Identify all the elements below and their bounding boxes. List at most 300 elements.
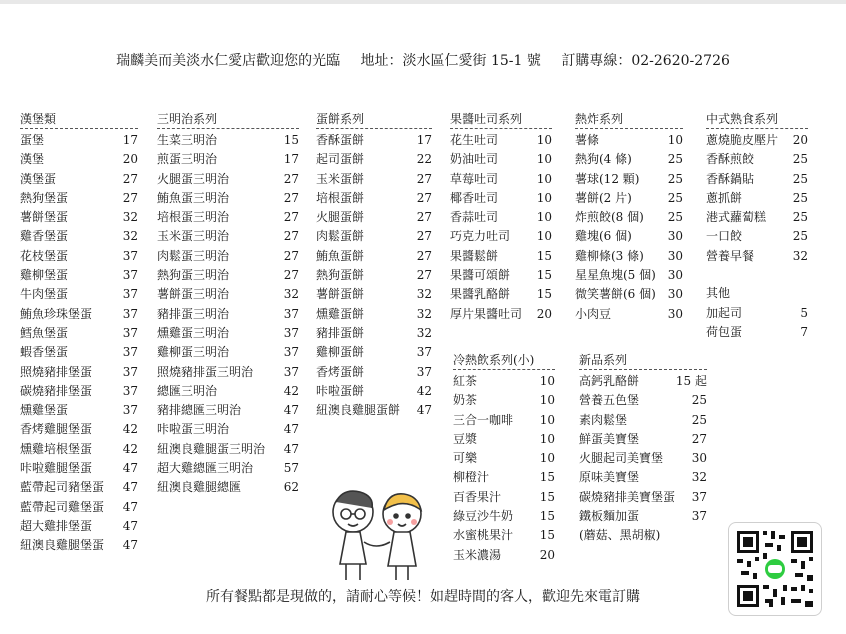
menu-item bbox=[450, 189, 552, 208]
menu-item-name: 三合一咖啡 bbox=[453, 412, 514, 427]
menu-item-price: 27 bbox=[283, 229, 299, 244]
menu-item-name: 香酥蛋餅 bbox=[316, 133, 365, 147]
menu-item-name: 香烤蛋餅 bbox=[316, 364, 365, 379]
menu-item bbox=[316, 343, 432, 362]
menu-item-name: 炸煎餃(8 個) bbox=[575, 210, 644, 225]
menu-item-name: 咔啦雞腿堡蛋 bbox=[20, 461, 93, 476]
section-title: 新品系列 bbox=[579, 351, 707, 370]
section-drinks bbox=[453, 351, 555, 565]
menu-item-price: 30 bbox=[667, 306, 683, 321]
menu-item-price: 25 bbox=[667, 190, 683, 205]
menu-item-price: 47 bbox=[122, 518, 138, 533]
menu-item-name: 火腿起司美寶堡 bbox=[579, 451, 664, 466]
menu-item-price: 25 bbox=[667, 210, 683, 225]
shop-address: 地址：淡水區仁愛街 15-1 號 bbox=[360, 53, 541, 69]
menu-item bbox=[157, 150, 299, 169]
menu-item-price: 32 bbox=[691, 470, 707, 485]
menu-item-name: 咔啦蛋三明治 bbox=[157, 422, 230, 437]
menu-item-price: 5 bbox=[800, 306, 808, 320]
menu-item-name: 玉米蛋餅 bbox=[316, 171, 365, 186]
menu-item-name: 港式蘿蔔糕 bbox=[706, 210, 767, 225]
menu-item bbox=[579, 507, 707, 526]
menu-item bbox=[453, 507, 555, 526]
menu-item bbox=[579, 391, 707, 410]
menu-item bbox=[450, 227, 552, 246]
menu-item-price: 47 bbox=[122, 538, 138, 553]
menu-item-price: 37 bbox=[691, 509, 707, 524]
menu-item bbox=[20, 285, 138, 304]
section-chinese bbox=[706, 110, 808, 266]
menu-item-name: 薯餅堡蛋 bbox=[20, 210, 69, 225]
menu-item-price: 37 bbox=[122, 248, 138, 263]
menu-item-price: 47 bbox=[122, 461, 138, 476]
menu-item bbox=[20, 305, 138, 324]
menu-item-price: 32 bbox=[416, 287, 432, 302]
menu-item-price: 10 bbox=[536, 190, 552, 205]
menu-item-name: 藍帶起司雞堡蛋 bbox=[20, 499, 105, 514]
menu-item-price: 37 bbox=[122, 268, 138, 283]
menu-item-name: 營養早餐 bbox=[706, 248, 755, 263]
menu-item bbox=[706, 208, 808, 227]
menu-item-name: 燻雞堡蛋 bbox=[20, 403, 69, 418]
menu-item-price: 15 bbox=[539, 509, 555, 524]
menu-item-name: 椰香吐司 bbox=[450, 190, 499, 205]
menu-item-price: 25 bbox=[792, 152, 808, 167]
menu-item-name: 火腿蛋三明治 bbox=[157, 171, 230, 186]
menu-item-name: 豬排蛋三明治 bbox=[157, 306, 230, 321]
section-title: 冷熱飲系列(小) bbox=[453, 351, 555, 370]
shop-name: 瑞麟美而美淡水仁愛店歡迎您的光臨 bbox=[116, 53, 341, 69]
menu-item-name: 熱狗(4 條) bbox=[575, 152, 632, 167]
menu-item-price: 27 bbox=[122, 171, 138, 186]
menu-item-price: 20 bbox=[792, 133, 808, 147]
menu-item bbox=[316, 247, 432, 266]
menu-item-name: 豆漿 bbox=[453, 431, 478, 446]
menu-item bbox=[706, 170, 808, 189]
menu-item-price: 57 bbox=[283, 461, 299, 476]
menu-item-price: 47 bbox=[122, 499, 138, 514]
menu-item-name: 蔥燒脆皮壓片 bbox=[706, 133, 779, 147]
menu-item-name: 薯餅蛋三明治 bbox=[157, 287, 230, 302]
menu-item bbox=[157, 208, 299, 227]
menu-item-name: 百香果汁 bbox=[453, 489, 502, 504]
menu-item-name: 鐵板麵加蛋 bbox=[579, 509, 640, 524]
menu-item-price: 37 bbox=[122, 383, 138, 398]
menu-item-name: 一口餃 bbox=[706, 229, 743, 244]
menu-item-name: 燻雞蛋餅 bbox=[316, 306, 365, 321]
section-title: 其他 bbox=[706, 286, 731, 300]
menu-item bbox=[316, 131, 432, 150]
menu-item-price: 37 bbox=[122, 287, 138, 302]
menu-item-name: 鮪魚珍珠堡蛋 bbox=[20, 306, 93, 321]
line-qr-code[interactable] bbox=[728, 522, 822, 616]
menu-item-name: 果醬可頌餅 bbox=[450, 268, 511, 283]
menu-item-price: 27 bbox=[691, 431, 707, 446]
menu-item bbox=[450, 266, 552, 285]
menu-item-price: 10 bbox=[539, 412, 555, 427]
menu-item-price: 10 bbox=[539, 393, 555, 408]
menu-item-name: 漢堡蛋 bbox=[20, 171, 57, 186]
menu-item-price: 27 bbox=[122, 190, 138, 205]
menu-item bbox=[450, 247, 552, 266]
menu-item-name: 培根蛋三明治 bbox=[157, 210, 230, 225]
section-others bbox=[706, 284, 808, 343]
menu-item-name: 綠豆沙牛奶 bbox=[453, 509, 514, 524]
menu-item bbox=[575, 208, 683, 227]
menu-item-name: 素肉鬆堡 bbox=[579, 412, 628, 427]
menu-item bbox=[575, 131, 683, 150]
menu-item bbox=[579, 372, 707, 391]
section-jam-toast bbox=[450, 110, 552, 324]
menu-item bbox=[575, 189, 683, 208]
menu-item-name: 雞柳蛋餅 bbox=[316, 345, 365, 360]
menu-item-name: 蝦香堡蛋 bbox=[20, 345, 69, 360]
menu-item-price: 10 bbox=[667, 133, 683, 147]
menu-item-price: 25 bbox=[792, 229, 808, 244]
menu-item-price: 47 bbox=[283, 441, 299, 456]
menu-item-name: 薯條 bbox=[575, 133, 600, 147]
menu-item bbox=[316, 189, 432, 208]
menu-item-price: 7 bbox=[800, 325, 808, 340]
menu-item bbox=[157, 382, 299, 401]
footer-note: 所有餐點都是現做的，請耐心等候！如趕時間的客人，歡迎先來電訂購 bbox=[206, 589, 640, 605]
menu-item-name: 紅茶 bbox=[453, 374, 478, 388]
menu-item-price: 30 bbox=[667, 229, 683, 244]
menu-item bbox=[157, 305, 299, 324]
menu-item-price: 32 bbox=[416, 325, 432, 340]
menu-item bbox=[706, 189, 808, 208]
menu-item-name: 燻雞蛋三明治 bbox=[157, 325, 230, 340]
menu-item-name: 咔啦蛋餅 bbox=[316, 383, 365, 398]
menu-item bbox=[706, 150, 808, 169]
menu-item-name: 水蜜桃果汁 bbox=[453, 528, 514, 543]
menu-item-name: (蘑菇、黑胡椒) bbox=[579, 528, 661, 543]
menu-item-price: 27 bbox=[283, 210, 299, 225]
menu-item bbox=[20, 131, 138, 150]
menu-item bbox=[20, 343, 138, 362]
menu-item bbox=[579, 488, 707, 507]
menu-item-name: 漢堡 bbox=[20, 152, 45, 167]
menu-item bbox=[706, 323, 808, 342]
menu-item bbox=[157, 363, 299, 382]
section-title: 漢堡類 bbox=[20, 110, 138, 129]
menu-item bbox=[450, 131, 552, 150]
menu-item bbox=[20, 459, 138, 478]
menu-item-name: 火腿蛋餅 bbox=[316, 210, 365, 225]
menu-item-name: 超大雞排堡蛋 bbox=[20, 518, 93, 533]
kids-illustration bbox=[318, 484, 438, 584]
order-phone: 訂購專線：02-2620-2726 bbox=[561, 53, 730, 69]
menu-item-name: 香蒜吐司 bbox=[450, 210, 499, 225]
menu-item bbox=[20, 324, 138, 343]
menu-item bbox=[20, 150, 138, 169]
menu-item bbox=[157, 324, 299, 343]
menu-item bbox=[706, 227, 808, 246]
menu-item bbox=[20, 208, 138, 227]
menu-item-name: 奶油吐司 bbox=[450, 152, 499, 167]
menu-item bbox=[575, 227, 683, 246]
menu-item-name: 煎蛋三明治 bbox=[157, 152, 218, 167]
menu-item-price: 32 bbox=[792, 248, 808, 263]
menu-item-name: 香酥鍋貼 bbox=[706, 171, 755, 186]
section-egg-crepes bbox=[316, 110, 432, 420]
menu-item bbox=[316, 324, 432, 343]
menu-item bbox=[579, 449, 707, 468]
menu-item-price: 37 bbox=[122, 325, 138, 340]
menu-item-name: 星星魚塊(5 個) bbox=[575, 268, 656, 283]
menu-item bbox=[575, 150, 683, 169]
menu-item bbox=[20, 363, 138, 382]
menu-item bbox=[316, 227, 432, 246]
menu-item-price: 17 bbox=[416, 133, 432, 147]
menu-item-name: 培根蛋餅 bbox=[316, 190, 365, 205]
menu-item bbox=[450, 305, 552, 324]
menu-item bbox=[316, 170, 432, 189]
menu-item-name: 荷包蛋 bbox=[706, 325, 743, 340]
menu-item bbox=[157, 478, 299, 497]
menu-item bbox=[579, 526, 707, 545]
menu-item-price: 47 bbox=[416, 403, 432, 418]
menu-item-name: 鮪魚蛋餅 bbox=[316, 248, 365, 263]
menu-item-price: 27 bbox=[283, 190, 299, 205]
menu-item-name: 生菜三明治 bbox=[157, 133, 218, 147]
menu-item-name: 雞柳堡蛋 bbox=[20, 268, 69, 283]
menu-item-name: 照燒豬排堡蛋 bbox=[20, 364, 93, 379]
menu-item-name: 肉鬆蛋餅 bbox=[316, 229, 365, 244]
menu-item-name: 肉鬆蛋三明治 bbox=[157, 248, 230, 263]
menu-item-price: 25 bbox=[691, 393, 707, 408]
section-new bbox=[579, 351, 707, 546]
menu-item-name: 熱狗蛋三明治 bbox=[157, 268, 230, 283]
menu-item bbox=[316, 208, 432, 227]
menu-item bbox=[20, 440, 138, 459]
menu-item-name: 碳燒豬排堡蛋 bbox=[20, 383, 93, 398]
menu-item-name: 加起司 bbox=[706, 306, 743, 320]
menu-item bbox=[20, 401, 138, 420]
menu-item-price: 37 bbox=[691, 489, 707, 504]
menu-item bbox=[20, 227, 138, 246]
menu-item-price: 20 bbox=[536, 306, 552, 321]
menu-item-name: 香酥煎餃 bbox=[706, 152, 755, 167]
menu-item-name: 總匯三明治 bbox=[157, 383, 218, 398]
menu-item-price: 10 bbox=[536, 152, 552, 167]
menu-item-price: 37 bbox=[283, 306, 299, 321]
menu-item bbox=[316, 150, 432, 169]
section-title: 熱炸系列 bbox=[575, 110, 683, 129]
menu-item-price: 37 bbox=[122, 306, 138, 321]
menu-item-price: 25 bbox=[792, 190, 808, 205]
menu-item-price: 42 bbox=[283, 383, 299, 398]
menu-item-price: 30 bbox=[667, 268, 683, 283]
menu-item-price: 37 bbox=[283, 345, 299, 360]
menu-item-name: 牛肉堡蛋 bbox=[20, 287, 69, 302]
menu-item-price: 47 bbox=[283, 403, 299, 418]
menu-item-name: 雞香堡蛋 bbox=[20, 229, 69, 244]
menu-item-price: 20 bbox=[539, 547, 555, 562]
menu-item-name: 草莓吐司 bbox=[450, 171, 499, 186]
menu-item-name: 鱈魚堡蛋 bbox=[20, 325, 69, 340]
section-sandwiches bbox=[157, 110, 299, 498]
menu-item bbox=[316, 363, 432, 382]
menu-item-price: 47 bbox=[283, 422, 299, 437]
menu-item-name: 花枝堡蛋 bbox=[20, 248, 69, 263]
menu-item-price: 27 bbox=[416, 190, 432, 205]
menu-item-price: 37 bbox=[122, 364, 138, 379]
menu-item-name: 蔥抓餅 bbox=[706, 190, 743, 205]
menu-item bbox=[20, 247, 138, 266]
menu-item bbox=[157, 247, 299, 266]
menu-item-price: 15 bbox=[536, 268, 552, 283]
menu-item bbox=[157, 459, 299, 478]
menu-item-name: 奶茶 bbox=[453, 393, 478, 408]
menu-item bbox=[20, 478, 138, 497]
section-title: 蛋餅系列 bbox=[316, 110, 432, 129]
menu-item-price: 47 bbox=[122, 480, 138, 495]
menu-item bbox=[706, 304, 808, 323]
section-burgers bbox=[20, 110, 138, 556]
menu-item bbox=[450, 208, 552, 227]
menu-item bbox=[453, 468, 555, 487]
menu-item-name: 巧克力吐司 bbox=[450, 229, 511, 244]
menu-item bbox=[453, 449, 555, 468]
menu-item-price: 15 bbox=[539, 489, 555, 504]
menu-item bbox=[453, 411, 555, 430]
menu-item-name: 超大雞總匯三明治 bbox=[157, 461, 254, 476]
menu-item bbox=[20, 266, 138, 285]
menu-item-price: 10 bbox=[536, 171, 552, 186]
menu-item-name: 紐澳良雞腿總匯 bbox=[157, 480, 242, 495]
menu-item-price: 37 bbox=[122, 403, 138, 418]
menu-item bbox=[157, 131, 299, 150]
menu-item-price: 15 bbox=[536, 287, 552, 302]
menu-item bbox=[316, 382, 432, 401]
menu-item-name: 熱狗蛋餅 bbox=[316, 268, 365, 283]
menu-item-price: 30 bbox=[667, 248, 683, 263]
menu-item bbox=[453, 546, 555, 565]
menu-item-name: 原味美寶堡 bbox=[579, 470, 640, 485]
menu-item bbox=[453, 430, 555, 449]
menu-item bbox=[157, 227, 299, 246]
menu-item-name: 豬排蛋餅 bbox=[316, 325, 365, 340]
menu-item-price: 10 bbox=[539, 374, 555, 388]
top-strip bbox=[0, 0, 846, 4]
menu-item-price: 15 bbox=[539, 528, 555, 543]
section-title: 三明治系列 bbox=[157, 110, 299, 129]
menu-item-name: 雞柳蛋三明治 bbox=[157, 345, 230, 360]
menu-item bbox=[450, 285, 552, 304]
menu-item-price: 27 bbox=[416, 268, 432, 283]
menu-item-name: 柳橙汁 bbox=[453, 470, 490, 485]
menu-item-name: 厚片果醬吐司 bbox=[450, 306, 523, 321]
menu-item-price: 25 bbox=[792, 171, 808, 186]
menu-item bbox=[157, 170, 299, 189]
menu-item-name: 照燒豬排蛋三明治 bbox=[157, 364, 254, 379]
menu-item-price: 42 bbox=[122, 441, 138, 456]
menu-item bbox=[575, 247, 683, 266]
menu-item-price: 25 bbox=[667, 152, 683, 167]
menu-item-name: 微笑薯餅(6 個) bbox=[575, 287, 656, 302]
menu-item bbox=[20, 382, 138, 401]
menu-item-name: 果醬鬆餅 bbox=[450, 248, 499, 263]
menu-item-price: 27 bbox=[416, 210, 432, 225]
menu-item bbox=[316, 305, 432, 324]
menu-item-name: 薯餅蛋餅 bbox=[316, 287, 365, 302]
menu-item-price: 27 bbox=[283, 171, 299, 186]
menu-item bbox=[157, 401, 299, 420]
menu-item bbox=[157, 440, 299, 459]
menu-item-name: 紐澳良雞腿堡蛋 bbox=[20, 538, 105, 553]
menu-item bbox=[575, 305, 683, 324]
menu-item-name: 玉米蛋三明治 bbox=[157, 229, 230, 244]
menu-item-name: 高鈣乳酪餅 bbox=[579, 374, 640, 388]
menu-item-price: 10 bbox=[536, 210, 552, 225]
menu-item-price: 62 bbox=[283, 480, 299, 495]
menu-item bbox=[450, 150, 552, 169]
menu-item-price: 37 bbox=[416, 345, 432, 360]
menu-item-name: 碳燒豬排美寶堡蛋 bbox=[579, 489, 676, 504]
menu-item-name: 起司蛋餅 bbox=[316, 152, 365, 167]
menu-item-price: 30 bbox=[667, 287, 683, 302]
menu-item bbox=[575, 285, 683, 304]
menu-item bbox=[316, 401, 432, 420]
menu-item-name: 豬排總匯三明治 bbox=[157, 403, 242, 418]
menu-item bbox=[579, 411, 707, 430]
menu-item-name: 可樂 bbox=[453, 451, 478, 466]
menu-item bbox=[316, 285, 432, 304]
menu-item-price: 42 bbox=[122, 422, 138, 437]
menu-item-name: 薯餅(2 片) bbox=[575, 190, 632, 205]
menu-item-price: 25 bbox=[667, 171, 683, 186]
menu-item bbox=[575, 266, 683, 285]
menu-item-name: 營養五色堡 bbox=[579, 393, 640, 408]
menu-item-name: 香烤雞腿堡蛋 bbox=[20, 422, 93, 437]
menu-item-name: 紐澳良雞腿蛋三明治 bbox=[157, 441, 266, 456]
menu-item-price: 37 bbox=[283, 325, 299, 340]
menu-item bbox=[157, 343, 299, 362]
menu-item-price: 15 起 bbox=[675, 374, 707, 388]
menu-item-price: 37 bbox=[283, 364, 299, 379]
menu-item-price: 10 bbox=[536, 133, 552, 147]
menu-item bbox=[575, 170, 683, 189]
menu-item bbox=[316, 266, 432, 285]
menu-item-name: 熱狗堡蛋 bbox=[20, 190, 69, 205]
menu-item bbox=[706, 131, 808, 150]
menu-item bbox=[453, 391, 555, 410]
menu-item-name: 雞塊(6 個) bbox=[575, 229, 632, 244]
menu-item bbox=[450, 170, 552, 189]
menu-item-price: 15 bbox=[539, 470, 555, 485]
menu-item bbox=[706, 247, 808, 266]
menu-item-price: 32 bbox=[122, 210, 138, 225]
menu-item-price: 32 bbox=[283, 287, 299, 302]
menu-item-name: 花生吐司 bbox=[450, 133, 499, 147]
menu-item-name: 玉米濃湯 bbox=[453, 547, 502, 562]
menu-item bbox=[453, 488, 555, 507]
menu-item-price: 32 bbox=[416, 306, 432, 321]
menu-item-price: 27 bbox=[416, 248, 432, 263]
menu-item bbox=[20, 170, 138, 189]
section-fried bbox=[575, 110, 683, 324]
menu-item-name: 雞柳條(3 條) bbox=[575, 248, 644, 263]
menu-item-price: 30 bbox=[691, 451, 707, 466]
menu-item-price: 10 bbox=[539, 451, 555, 466]
menu-item-name: 藍帶起司豬堡蛋 bbox=[20, 480, 105, 495]
menu-header bbox=[0, 50, 846, 70]
menu-item-price: 17 bbox=[283, 152, 299, 167]
menu-item-price: 15 bbox=[536, 248, 552, 263]
menu-item-price: 42 bbox=[416, 383, 432, 398]
menu-item-price: 25 bbox=[691, 412, 707, 427]
